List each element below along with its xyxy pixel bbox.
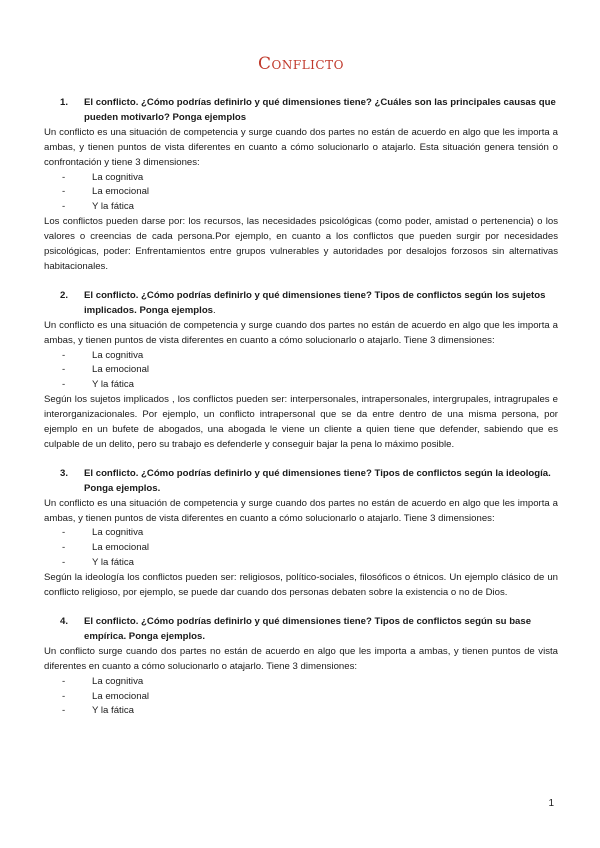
page-title: Conflicto <box>258 54 344 74</box>
question-heading: 2. El conflicto. ¿Cómo podrías definirlo y qué dimensiones tiene? Tipos de conflictos según los sujetos implicados. Ponga ejemplos. <box>44 289 558 319</box>
question-number: 1. <box>60 97 69 108</box>
list-item: - La cognitiva <box>62 527 144 539</box>
document-content <box>44 96 558 733</box>
list-item: - Y la fática <box>62 705 134 717</box>
question-text: El conflicto. ¿Cómo podrías definirlo y qué dimensiones tiene? Tipos de conflictos según su base empírica. Ponga ejemplos. <box>84 616 532 642</box>
dimensions-list <box>44 675 558 720</box>
list-item: - La emocional <box>62 690 150 702</box>
list-item: - Y la fática <box>62 557 134 569</box>
question-heading <box>44 615 558 645</box>
section-1 <box>44 96 558 275</box>
list-item: - La cognitiva <box>62 349 144 361</box>
section-4 <box>44 615 558 719</box>
list-item: - La cognitiva <box>62 675 144 687</box>
dimensions-list <box>44 526 558 571</box>
question-number: 3. <box>60 467 69 479</box>
body-paragraph: Los conflictos pueden darse por: los recursos, las necesidades psicológicas (como poder, amistad o pertenencia) o los valores o creencias de cada persona.Por ejemplo, en cuanto a los conflictos que pueden surgir por necesidades psicológicas, poder: Enfrentamientos entre grupos vulnerables y autoridades por desalojos forzosos sin alternativas habitacionales. <box>44 216 558 272</box>
dimensions-list <box>44 349 558 394</box>
question-heading <box>44 467 558 497</box>
list-item: - La emocional <box>62 542 150 554</box>
question-number: 4. <box>60 616 69 627</box>
question-text: El conflicto. ¿Cómo podrías definirlo y qué dimensiones tiene? Tipos de conflictos según la ideología. Ponga ejemplos. <box>84 467 551 494</box>
question-text: El conflicto. ¿Cómo podrías definirlo y qué dimensiones tiene? ¿Cuáles son las principales causas que pueden motivarlo? Ponga ejemplos <box>84 97 556 123</box>
intro-paragraph: Un conflicto surge cuando dos partes no están de acuerdo en algo que les importa a ambas, y tienen puntos de vista diferentes en cuanto a cómo solucionarlo o atajarlo. Tiene 3 dimensiones: <box>44 645 558 672</box>
question-number: 2. <box>60 289 69 301</box>
section-3 <box>44 467 558 601</box>
list-item: - La emocional <box>62 186 150 198</box>
intro-paragraph: Un conflicto es una situación de competencia y surge cuando dos partes no están de acuerdo en algo que les importa a ambas, y tienen puntos de vista diferentes en cuanto a cómo solucionarlo o atajarlo. Tiene 3 dimensiones: <box>44 319 558 346</box>
list-item: - Y la fática <box>62 379 134 391</box>
section-2 <box>44 289 558 453</box>
body-paragraph: Según los sujetos implicados , los conflictos pueden ser: interpersonales, intrapersonales, intergrupales, intragrupales e interorganizacionales. Por ejemplo, un conflicto intrapersonal que se da entre dentro de una misma persona, por ejemplo en un bufete de abogados, una abogada le viene un cliente a quien tiene que defender, sabiendo que es culpable de un delito, pero su trabajo es defenderle y conseguir bajar la pena lo máximo posible. <box>44 394 558 450</box>
list-item: - La cognitiva <box>62 171 144 183</box>
body-paragraph: Según la ideología los conflictos pueden ser: religiosos, político-sociales, filosóficos o étnicos. Un ejemplo clásico de un conflicto religioso, por ejemplo, se puede dar cuando dos personas debaten sobre la existencia o no de Dios. <box>44 572 558 599</box>
intro-paragraph: Un conflicto es una situación de competencia y surge cuando dos partes no están de acuerdo en algo que les importa a ambas, y tienen puntos de vista diferentes en cuanto a cómo solucionarlo o atajarlo. Tiene 3 dimensiones: <box>44 497 558 524</box>
intro-paragraph: Un conflicto es una situación de competencia y surge cuando dos partes no están de acuerdo en algo que les importa a ambas, y tienen puntos de vista diferentes en cuanto a cómo solucionarlo o atajarlo. Esta situación genera tensión o confrontación y tiene 3 dimensiones: <box>44 126 558 168</box>
question-text: El conflicto. ¿Cómo podrías definirlo y qué dimensiones tiene? Tipos de conflictos según los sujetos implicados. Ponga ejemplos <box>84 289 546 316</box>
page-number: 1 <box>548 798 554 809</box>
list-item: - Y la fática <box>62 201 134 213</box>
question-heading <box>44 96 558 126</box>
dimensions-list <box>44 171 558 216</box>
list-item: - La emocional <box>62 364 150 376</box>
